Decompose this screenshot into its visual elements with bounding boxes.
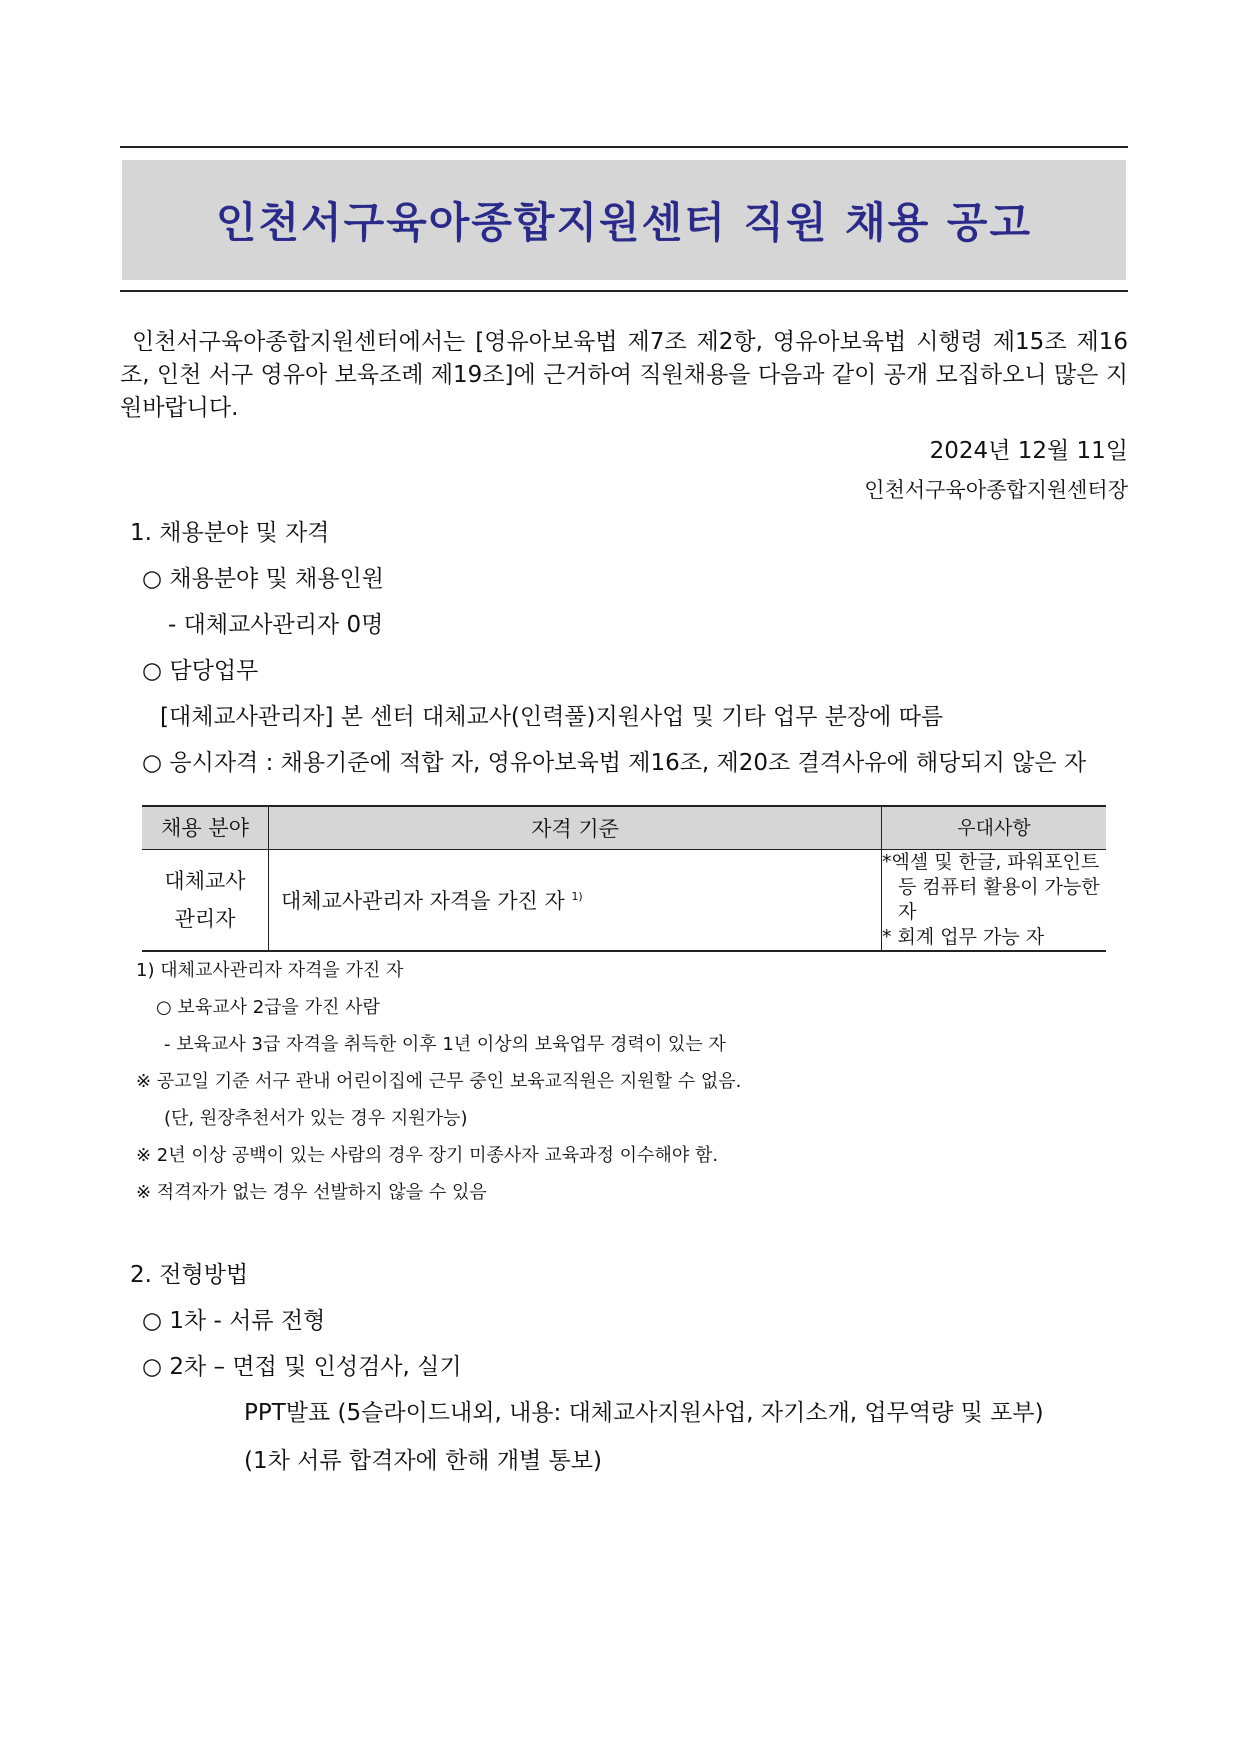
page-title: 인천서구육아종합지원센터 직원 채용 공고 <box>215 198 1033 247</box>
step-2-detail: PPT발표 (5슬라이드내외, 내용: 대체교사지원사업, 자기소개, 업무역량 및 포부) <box>244 1400 1044 1426</box>
announcement-date: 2024년 12월 11일 <box>929 438 1128 464</box>
table-header-criteria: 자격 기준 <box>269 806 882 850</box>
note-1: ※ 공고일 기준 서구 관내 어린이집에 근무 중인 보육교직원은 지원할 수 없음. <box>136 1071 742 1092</box>
field-item: - 대체교사관리자 0명 <box>168 612 384 638</box>
preference-line-2: 등 컴퓨터 활용이 가능한 자 <box>898 876 1100 923</box>
footnote-item-2: - 보육교사 3급 자격을 취득한 이후 1년 이상의 보육업무 경력이 있는 자 <box>164 1034 726 1055</box>
section1-heading: 1. 채용분야 및 자격 <box>130 520 330 546</box>
footnote-title: 1) 대체교사관리자 자격을 가진 자 <box>136 960 404 981</box>
qualification-heading: ○ 응시자격 : 채용기준에 적합 자, 영유아보육법 제16조, 제20조 결격사유에 해당되지 않은 자 <box>142 750 1087 776</box>
table-header-preference: 우대사항 <box>882 806 1107 850</box>
field-heading: ○ 채용분야 및 채용인원 <box>142 566 384 592</box>
step-2: ○ 2차 – 면접 및 인성검사, 실기 <box>142 1354 462 1380</box>
field-line-1: 대체교사 <box>164 869 246 893</box>
title-bottom-rule <box>120 290 1128 292</box>
table-cell-criteria <box>269 850 882 952</box>
preference-line-3: * 회계 업무 가능 자 <box>882 926 1045 948</box>
issuer-name: 인천서구육아종합지원센터장 <box>864 478 1128 502</box>
step-1: ○ 1차 - 서류 전형 <box>142 1308 326 1334</box>
duty-item: [대체교사관리자] 본 센터 대체교사(인력풀)지원사업 및 기타 업무 분장에 따름 <box>160 704 944 730</box>
criteria-footnote-marker: 1) <box>571 890 583 903</box>
table-header-row <box>142 806 1106 850</box>
title-banner <box>122 160 1126 280</box>
section2-heading: 2. 전형방법 <box>130 1262 249 1288</box>
note-1-sub: (단, 원장추천서가 있는 경우 지원가능) <box>164 1108 468 1129</box>
step-2-note: (1차 서류 합격자에 한해 개별 통보) <box>244 1448 602 1474</box>
footnote-item-1: ○ 보육교사 2급을 가진 사람 <box>156 997 380 1018</box>
top-rule <box>120 146 1128 148</box>
intro-paragraph: 인천서구육아종합지원센터에서는 [영유아보육법 제7조 제2항, 영유아보육법 시행령 제15조 제16조, 인천 서구 영유아 보육조례 제19조]에 근거하여 직원채용을 다음과 같이 공개 모집하오니 많은 지원바랍니다. <box>120 329 1128 421</box>
table-cell-preference <box>882 850 1107 952</box>
preference-line-1: *엑셀 및 한글, 파워포인트 <box>882 851 1100 873</box>
table-header-field: 채용 분야 <box>142 806 269 850</box>
table-cell-field <box>142 850 269 952</box>
table-row <box>142 850 1106 952</box>
criteria-text: 대체교사관리자 자격을 가진 자 <box>281 889 565 913</box>
note-3: ※ 적격자가 없는 경우 선발하지 않을 수 있음 <box>136 1182 487 1203</box>
field-line-2: 관리자 <box>174 907 236 931</box>
qualification-table <box>142 805 1106 952</box>
note-2: ※ 2년 이상 공백이 있는 사람의 경우 장기 미종사자 교육과정 이수해야 함. <box>136 1145 719 1166</box>
duty-heading: ○ 담당업무 <box>142 658 259 684</box>
